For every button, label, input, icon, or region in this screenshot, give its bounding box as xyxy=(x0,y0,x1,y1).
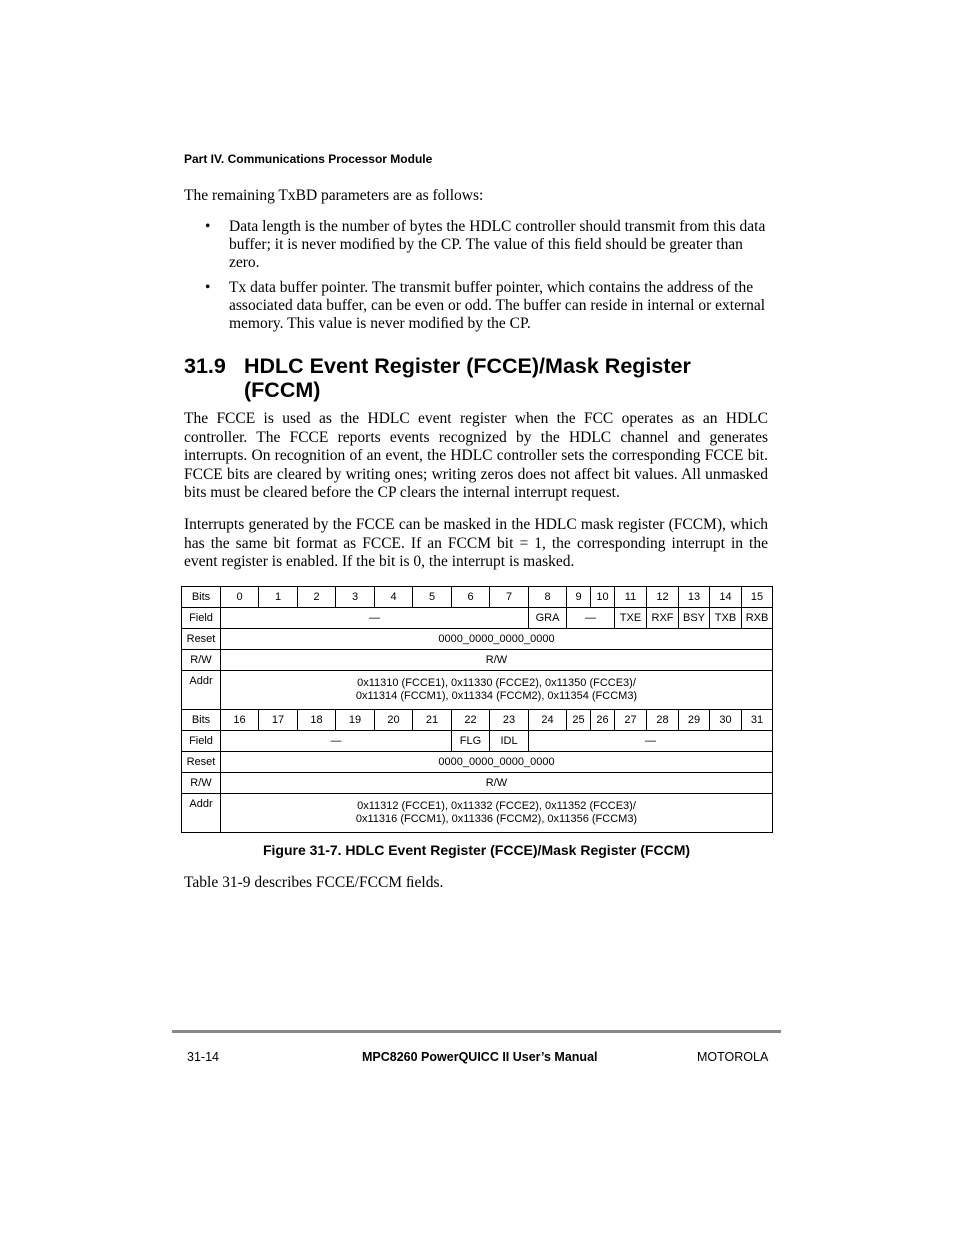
section-title-line2: (FCCM) xyxy=(244,378,321,402)
bit-number: 20 xyxy=(375,710,413,731)
bit-number: 2 xyxy=(298,587,336,608)
rw-label: R/W xyxy=(182,650,221,671)
field-flg: FLG xyxy=(452,731,490,752)
bits-label: Bits xyxy=(182,587,221,608)
company-name: MOTOROLA xyxy=(697,1050,769,1064)
bit-number: 28 xyxy=(647,710,679,731)
addr-label: Addr xyxy=(182,794,221,833)
addr-line: 0x11310 (FCCE1), 0x11330 (FCCE2), 0x11350 (FCCE3)/ xyxy=(357,677,636,689)
bit-number: 18 xyxy=(298,710,336,731)
field-txb: TXB xyxy=(710,608,742,629)
rw-value: R/W xyxy=(221,773,773,794)
bullet-marker: • xyxy=(205,278,211,296)
field-idl: IDL xyxy=(490,731,529,752)
bit-number: 7 xyxy=(490,587,529,608)
lower-rw-row xyxy=(182,773,773,794)
bullet-list xyxy=(205,218,769,339)
bit-number: 25 xyxy=(567,710,591,731)
reset-label: Reset xyxy=(182,629,221,650)
field-label: Field xyxy=(182,608,221,629)
bit-number: 17 xyxy=(259,710,298,731)
list-item xyxy=(205,279,769,334)
bit-number: 0 xyxy=(221,587,259,608)
bit-number: 11 xyxy=(615,587,647,608)
field-reserved: — xyxy=(221,608,529,629)
page-number: 31-14 xyxy=(187,1050,219,1064)
bit-number: 5 xyxy=(413,587,452,608)
reset-value: 0000_0000_0000_0000 xyxy=(221,752,773,773)
field-reserved: — xyxy=(567,608,615,629)
bit-number: 31 xyxy=(742,710,773,731)
bit-number: 6 xyxy=(452,587,490,608)
addr-value xyxy=(221,671,773,710)
closing-paragraph: Table 31-9 describes FCCE/FCCM ﬁelds. xyxy=(184,874,444,891)
upper-bits-row xyxy=(182,587,773,608)
field-gra: GRA xyxy=(529,608,567,629)
bit-number: 9 xyxy=(567,587,591,608)
body-paragraph-2: Interrupts generated by the FCCE can be masked in the HDLC mask register (FCCM), which has the same bit format as FCCE. If an FCCM bit = 1, the corresponding interrupt in the event register is enabled. If the bit is 0, the interrupt is masked. xyxy=(184,516,768,570)
list-item xyxy=(205,218,769,273)
addr-label: Addr xyxy=(182,671,221,710)
rw-value: R/W xyxy=(221,650,773,671)
bit-number: 4 xyxy=(375,587,413,608)
field-rxf: RXF xyxy=(647,608,679,629)
bit-number: 21 xyxy=(413,710,452,731)
bullet-text: Data length is the number of bytes the HDLC controller should transmit from this data buffer; it is never modiﬁed by the CP. The value of this ﬁeld should be greater than zero. xyxy=(229,218,766,272)
bit-number: 3 xyxy=(336,587,375,608)
figure-caption: Figure 31-7. HDLC Event Register (FCCE)/Mask Register (FCCM) xyxy=(262,842,691,858)
bit-number: 1 xyxy=(259,587,298,608)
rw-label: R/W xyxy=(182,773,221,794)
lower-bits-row xyxy=(182,710,773,731)
field-txe: TXE xyxy=(615,608,647,629)
upper-rw-row xyxy=(182,650,773,671)
bit-number: 16 xyxy=(221,710,259,731)
bit-number: 23 xyxy=(490,710,529,731)
bullet-marker: • xyxy=(205,218,211,235)
bit-number: 27 xyxy=(615,710,647,731)
section-number: 31.9 xyxy=(184,354,226,378)
section-title-line1: HDLC Event Register (FCCE)/Mask Register xyxy=(244,354,691,378)
bit-number: 19 xyxy=(336,710,375,731)
addr-line: 0x11316 (FCCM1), 0x11336 (FCCM2), 0x11356 (FCCM3) xyxy=(355,813,638,825)
bit-number: 8 xyxy=(529,587,567,608)
bit-number: 14 xyxy=(710,587,742,608)
addr-line: 0x11314 (FCCM1), 0x11334 (FCCM2), 0x11354 (FCCM3) xyxy=(355,690,638,702)
lower-addr-row xyxy=(182,794,773,833)
upper-addr-row xyxy=(182,671,773,710)
reset-value: 0000_0000_0000_0000 xyxy=(221,629,773,650)
section-heading xyxy=(184,354,784,402)
bit-number: 12 xyxy=(647,587,679,608)
bits-label: Bits xyxy=(182,710,221,731)
intro-paragraph: The remaining TxBD parameters are as follows: xyxy=(184,187,484,204)
addr-line: 0x11312 (FCCE1), 0x11332 (FCCE2), 0x11352 (FCCE3)/ xyxy=(357,800,636,812)
bit-number: 10 xyxy=(591,587,615,608)
bit-number: 29 xyxy=(679,710,710,731)
bit-number: 26 xyxy=(591,710,615,731)
footer-divider xyxy=(172,1030,781,1033)
running-header: Part IV. Communications Processor Module xyxy=(184,152,433,166)
addr-value xyxy=(221,794,773,833)
bit-number: 13 xyxy=(679,587,710,608)
field-rxb: RXB xyxy=(742,608,773,629)
upper-reset-row xyxy=(182,629,773,650)
field-reserved: — xyxy=(221,731,452,752)
lower-reset-row xyxy=(182,752,773,773)
register-table xyxy=(181,586,773,833)
lower-field-row xyxy=(182,731,773,752)
reset-label: Reset xyxy=(182,752,221,773)
field-reserved: — xyxy=(529,731,773,752)
body-paragraph-1: The FCCE is used as the HDLC event register when the FCC operates as an HDLC controller. The FCCE reports events recognized by the HDLC channel and generates interrupts. On recognition of an event, the HDLC controller sets the corresponding FCCE bit. FCCE bits are cleared by writing ones; writing zeros does not affect bit values. All unmasked bits must be cleared before the CP clears the internal interrupt request. xyxy=(184,410,768,501)
field-label: Field xyxy=(182,731,221,752)
upper-field-row xyxy=(182,608,773,629)
bit-number: 30 xyxy=(710,710,742,731)
bit-number: 22 xyxy=(452,710,490,731)
bullet-text: Tx data buffer pointer. The transmit buffer pointer, which contains the address of the associated data buffer, can be even or odd. The buffer can reside in internal or external memory. This value is never modiﬁed by the CP. xyxy=(229,278,766,333)
bit-number: 15 xyxy=(742,587,773,608)
bit-number: 24 xyxy=(529,710,567,731)
manual-title: MPC8260 PowerQUICC II User’s Manual xyxy=(362,1050,598,1064)
field-bsy: BSY xyxy=(679,608,710,629)
